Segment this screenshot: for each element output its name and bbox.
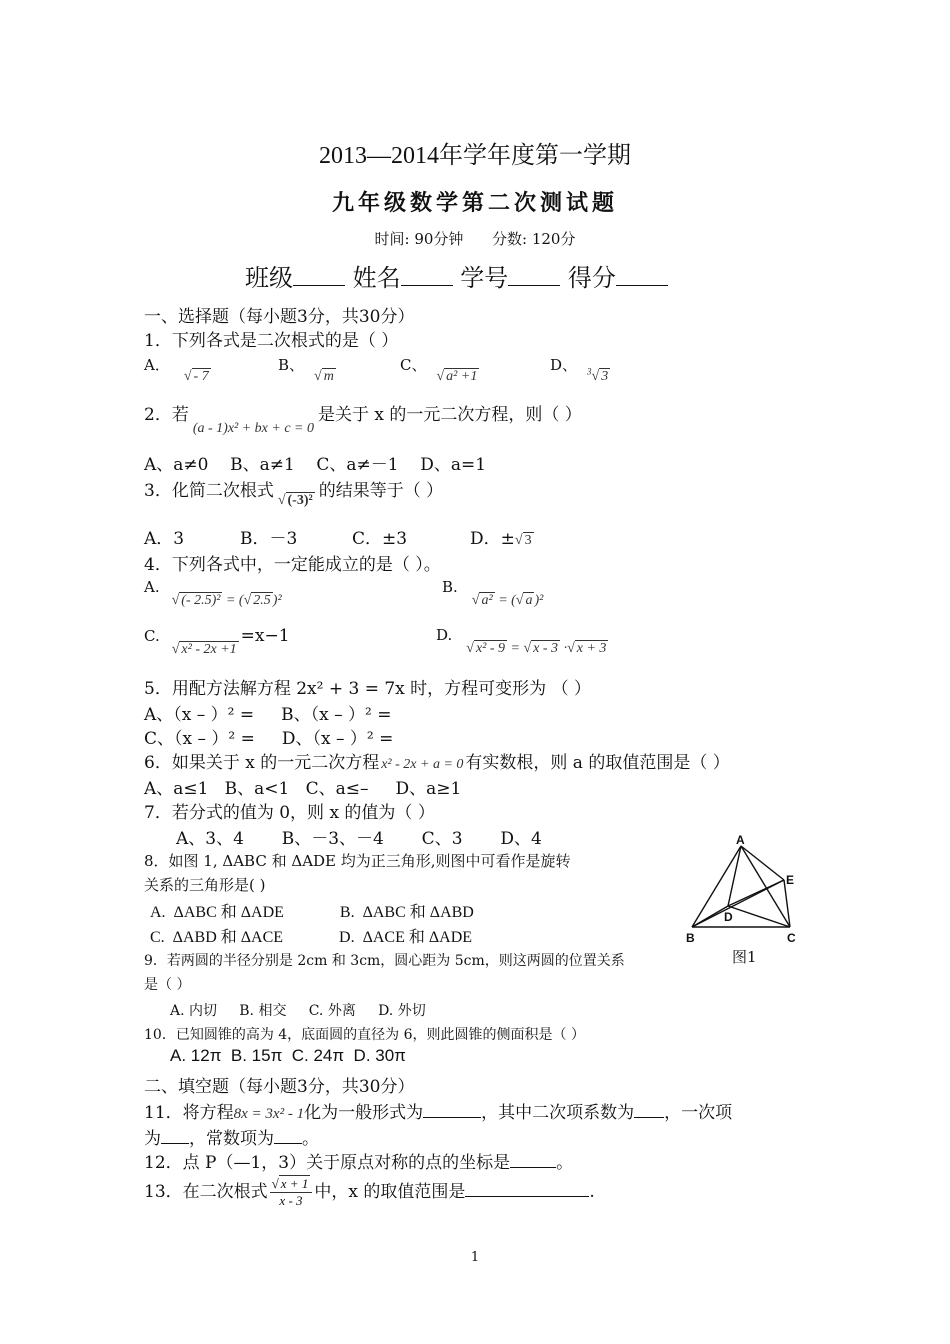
q2-pre: 2．若 (144, 405, 189, 425)
q3-option-c: C．±3 (352, 529, 408, 549)
q3-option-a: A．3 (144, 529, 185, 549)
q1-option-c: C、√ a² +1 (400, 356, 478, 384)
figure-label-c: C (787, 931, 796, 945)
q1-option-b: B、√ m (278, 356, 334, 384)
q9-options: A. 内切 B. 相交 C. 外离 D. 外切 (170, 1003, 426, 1019)
q2-options: A、a≠0 B、a≠1 C、a≠－1 D、a=1 (144, 455, 487, 475)
q4-c-label: C. (144, 627, 160, 645)
q11-line2 (144, 1124, 319, 1149)
q3-pre: 3．化简二次根式 (144, 481, 274, 501)
section1-heading: 一、选择题（每小题3分，共30分） (144, 307, 415, 327)
q10-options: A. 12π B. 15π C. 24π D. 30π (170, 1046, 406, 1065)
q3-stem: 3．化简二次根式 $_{√ (-3)^2}$ 的结果等于（ ） (144, 481, 444, 508)
q13-post: . (589, 1182, 595, 1202)
q11-pre: 11．将方程 (144, 1103, 234, 1123)
id-label: 学号 (460, 264, 509, 292)
class-blank (293, 269, 345, 286)
q11-line2a: 为 (144, 1129, 161, 1149)
q12-stem (144, 1148, 573, 1173)
exam-info: 时间: 90分钟 分数: 120分 (374, 230, 576, 248)
q11-line2b: ，常数项为 (189, 1129, 274, 1149)
q13-pre: 13．在二次根式 (144, 1182, 268, 1202)
q9-line1: 9．若两圆的半径分别是 2cm 和 3cm，圆心距为 5cm，则这两圆的位置关系 (144, 953, 625, 969)
q4-stem: 4．下列各式中，一定能成立的是（ ）。 (144, 555, 441, 575)
q6-post: 有实数根，则 a 的取值范围是（ ） (465, 753, 730, 773)
q1-option-d: D、 $^3$√ 3 (550, 356, 609, 384)
figure-caption: 图1 (732, 948, 757, 966)
q4-c-tail: =x−1 (240, 626, 290, 646)
q7-stem: 7．若分式的值为 0，则 x 的值为（ ） (144, 803, 435, 823)
q9-line2: 是（ ） (144, 977, 191, 993)
q2-stem: 2．若$_{(a - 1)x^2 + bx + c = 0}$是关于 x 的一元二次方程，则（ ） (144, 405, 582, 436)
q11-blank-general-form (423, 1101, 481, 1118)
score-blank (616, 269, 668, 286)
figure-label-b: B (686, 931, 695, 945)
q6-options: A、a≤1 B、a<1 C、a≤– D、a≥1 (144, 779, 462, 799)
figure-label-e: E (786, 873, 795, 887)
q8-line1: 8．如图 1, ΔABC 和 ΔADE 均为正三角形,则图中可看作是旋转 (144, 852, 571, 870)
q3-option-d: D．±√ 3 (470, 529, 532, 549)
exam-subtitle: 九年级数学第二次测试题 (331, 190, 618, 216)
q11-mid2: ，其中二次项系数为 (481, 1103, 635, 1123)
q13-mid: 中，x 的取值范围是 (314, 1182, 466, 1202)
figure-label-a: A (736, 833, 745, 847)
q12-blank (510, 1151, 556, 1168)
q3-d-label: D．± (470, 529, 515, 549)
q3-option-b: B．－3 (240, 529, 298, 549)
q11-line1: 11．将方程8x = 3x² - 1化为一般形式为 ，其中二次项系数为 ，一次项 (144, 1103, 733, 1123)
q13-stem (144, 1176, 595, 1209)
score-label: 得分 (567, 264, 616, 292)
q7-options: A、3、4 B、－3、－4 C、3 D、4 (176, 829, 542, 849)
q4-option-b: B.√ a² = (√ a )² (442, 578, 544, 608)
exam-year-title: 2013—2014年学年度第一学期 (319, 143, 631, 169)
q11-mid3: ，一次项 (664, 1103, 733, 1123)
q5-options-cd: C、（x – ）² = D、（x – ）² = (144, 729, 394, 749)
q4-d-label: D. (436, 626, 453, 644)
q4-option-a: A.√ (- 2.5)² = (√ 2.5 )² (144, 578, 282, 608)
q5-stem: 5．用配方法解方程 2x² + 3 = 7x 时，方程可变形为 （ ） (144, 679, 591, 699)
class-label: 班级 (245, 264, 293, 292)
q2-post: 是关于 x 的一元二次方程，则（ ） (318, 405, 582, 425)
name-blank (401, 269, 453, 286)
q1-a-label: A． (144, 356, 170, 374)
q6-stem: 6．如果关于 x 的一元二次方程 x² - 2x + a = 0 有实数根，则 a 的取值范围是（ ） (144, 753, 730, 773)
q13-fraction: $\frac{√ x + 1}{x - 3}$ (270, 1176, 313, 1209)
q10-stem: 10．已知圆锥的高为 4，底面圆的直径为 6，则此圆锥的侧面积是（ ） (144, 1027, 585, 1043)
q13-blank (465, 1180, 589, 1197)
q3-post: 的结果等于（ ） (318, 481, 444, 501)
q11-line2c: 。 (302, 1129, 319, 1149)
q8-options-cd: C. ΔABD 和 ΔACE D. ΔACE 和 ΔADE (150, 929, 473, 946)
q4-b-label: B. (442, 578, 458, 596)
name-label: 姓名 (352, 264, 401, 292)
q8-options-ab: A. ΔABC 和 ΔADE B. ΔABC 和 ΔABD (150, 904, 474, 921)
student-fields (245, 258, 668, 293)
q11-blank-constant (274, 1127, 302, 1144)
q8-line2: 关系的三角形是( ) (144, 876, 266, 894)
id-blank (508, 269, 560, 286)
section2-heading: 二、填空题（每小题3分，共30分） (144, 1077, 415, 1097)
q5-options-ab: A、（x – ）² = B、（x – ）² = (144, 705, 392, 725)
figure-1-triangles (684, 832, 806, 948)
q12-pre: 12．点 P（—1，3）关于原点对称的点的坐标是 (144, 1153, 511, 1173)
q11-blank-quadratic-coef (634, 1101, 664, 1118)
q1-d-label: D、 (550, 356, 578, 374)
page-number: 1 (470, 1250, 480, 1265)
q4-option-c: C.√ x² - 2x +1=x−1 (144, 626, 290, 657)
q4-option-d: D.√ x² - 9 = √ x - 3 ·√ x + 3 (436, 626, 607, 656)
q1-option-a: A．√ - 7 (144, 356, 209, 384)
q6-pre: 6．如果关于 x 的一元二次方程 (144, 753, 380, 773)
q1-b-label: B、 (278, 356, 305, 374)
q1-c-label: C、 (400, 356, 427, 374)
q12-post: 。 (556, 1153, 574, 1173)
q11-blank-linear-coef (161, 1127, 189, 1144)
figure-label-d: D (724, 910, 733, 924)
q4-a-label: A. (144, 578, 160, 596)
q1-stem: 1．下列各式是二次根式的是（ ） (144, 331, 399, 351)
q11-mid: 化为一般形式为 (304, 1103, 424, 1123)
